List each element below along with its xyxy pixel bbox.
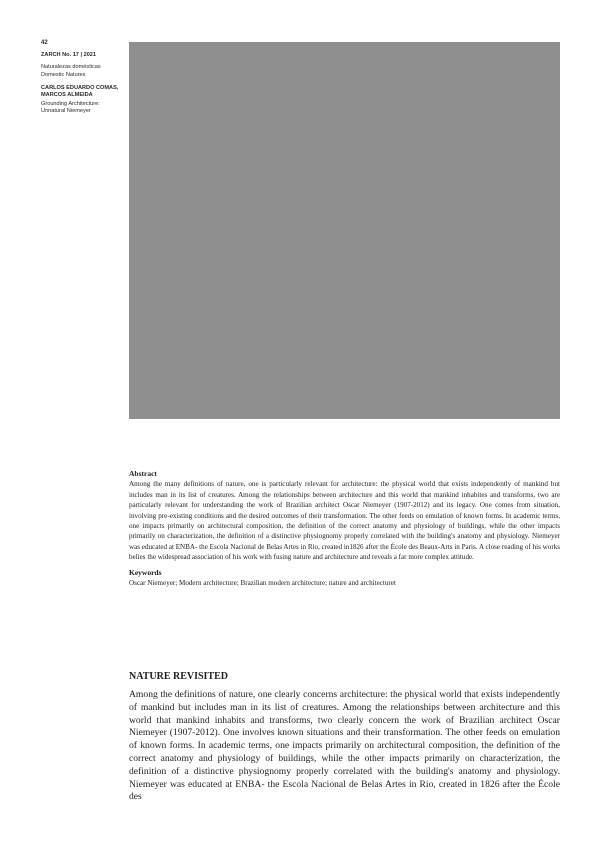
- keywords-text: Oscar Niemeyer; Modern architecture; Brazilian modern architecture; nature and architecturet: [129, 579, 396, 588]
- author-line-1: CARLOS EDUARDO COMAS,: [41, 84, 119, 91]
- abstract-heading: Abstract: [129, 469, 157, 478]
- section-body-text: Among the definitions of nature, one clearly concerns architecture: the physical world that exists independently of mankind but includes man in its list of creatures. Among the relationships between architecture and this world that mankind inhabits and transforms, two clearly concern the work of Brazilian architect Oscar Niemeyer (1907-2012). One involves known situations and their transformation. The other feeds on emulation of known forms. In academic terms, one impacts primarily on architectural composition, the definition of the correct anatomy and physiology of buildings, while the other impacts primarily on characterization, the definition of a distinctive physiognomy properly correlated with the building's anatomy and physiology. Niemeyer was educated at ENBA- the Escola Nacional de Belas Artes in Rio, created in 1826 after the École des: [129, 689, 560, 803]
- abstract-block: [129, 469, 560, 588]
- article-title-line-1: Grounding Architecture:: [41, 101, 100, 108]
- journal-issue: ZARCH No. 17 | 2021: [41, 52, 97, 59]
- author-line-2: MARCOS ALMEIDA: [41, 92, 93, 99]
- keywords-heading: Keywords: [129, 567, 162, 577]
- issue-theme-english: Domestic Natures: [41, 71, 86, 78]
- figure-placeholder: [129, 42, 560, 419]
- article-authors: [41, 85, 123, 99]
- issue-theme-spanish: Naturalezas domésticas: [41, 64, 101, 71]
- abstract-text: Among the many definitions of nature, one is particularly relevant for architecture: the physical world that exists independently of mankind but includes man in its list of creatures. Among the relationships between architecture and this world that mankind inhabites and transforms, two are particularly relevant for understanding the work of Brazilian architect Oscar Niemeyer (1907-2012) and its legacy. One comes from situation, involving pre-existing conditions and the desired outcomes of their transformation. The other feeds on emulation of known forms. In academic terms, one impacts primarily on architectural composition, the definition of the correct anatomy and physiology of buildings, while the other impacts primarily on characterization, the definition of a distinctive physiognomy properly correlated with the building's anatomy and physiology. Niemeyer was educated at ENBA- the Escola Nacional de Belas Artes in Rio, created in1826 after the École des Beaux-Arts in Paris. A close reading of his works belies the widespread association of his work with fusing nature and architecture and reveals a far more complex attitude.: [129, 480, 560, 562]
- article-title-line-2: Unnatural Niemeyer: [41, 108, 91, 115]
- article-sidebar: [41, 40, 123, 116]
- section-title: NATURE REVISITED: [129, 671, 229, 682]
- page-number: 42: [41, 40, 48, 46]
- article-title: [41, 101, 123, 115]
- issue-theme: [41, 64, 123, 78]
